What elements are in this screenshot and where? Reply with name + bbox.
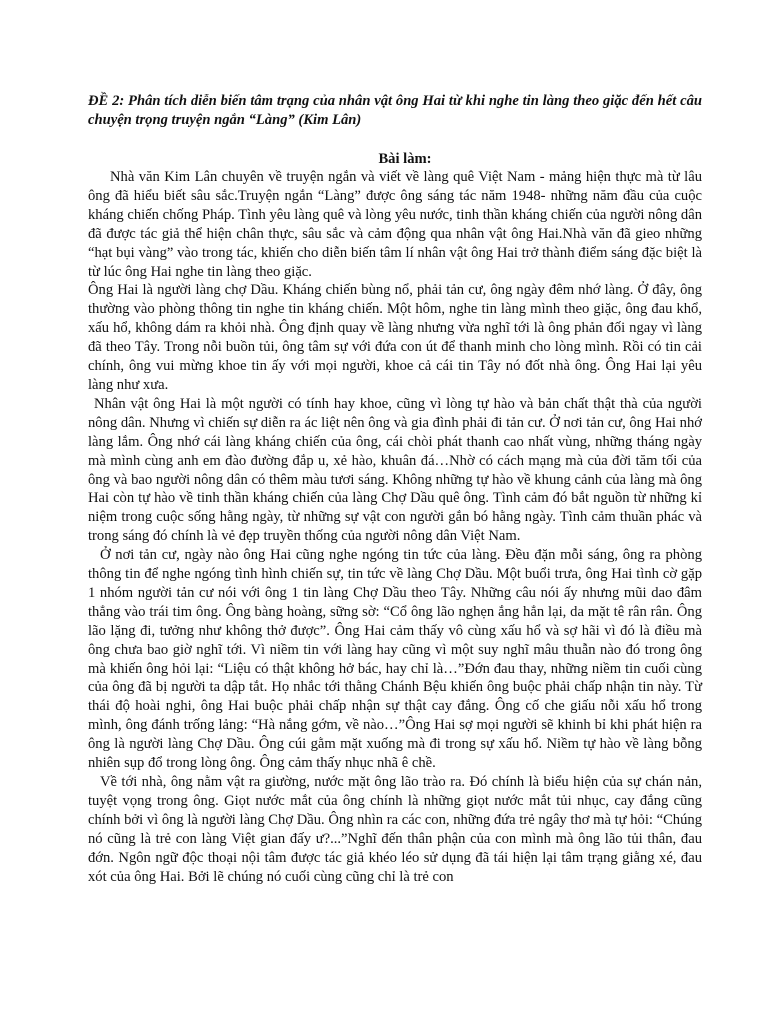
paragraph-news: Ở nơi tản cư, ngày nào ông Hai cũng nghe ngóng tin tức của làng. Đều đặn mỗi sáng, ông ra phòng thông tin để nghe ngóng tình hình chiến sự, tin tức về làng Chợ Dầu. Một buổi trưa, ông Hai tình cờ gặp 1 nhóm người tản cư nói với ông 1 tin làng Chợ Dầu theo Tây. Những câu nói ấy nhưng mũi dao đâm thẳng vào trái tim ông. Ông bàng hoàng, sững sờ: “Cổ ông lão nghẹn ắng hẳn lại, da mặt tê rân rân. Ông lão lặng đi, tưởng như không thở được”. Ông Hai cảm thấy vô cùng xấu hổ và sợ hãi vì đó là điều mà ông chưa bao giờ nghĩ tới. Vì niềm tin với làng hay cũng vì một suy nghĩ mâu thuẫn nào đó trong ông mà khiến ông hỏi lại: “Liệu có thật không hở bác, hay chỉ là…”Đớn đau thay, những niềm tin cuối cùng của ông đã bị người ta dập tắt. Họ nhắc tới thằng Chánh Bệu khiến ông buộc phải chấp nhận tin này. Từ thái độ hoài nghi, ông Hai buộc phải chấp nhận sự thật cay đắng. Ông cố che giấu nỗi xấu hổ trong mình, ông đánh trống lảng: “Hà nắng gớm, về nào…”Ông Hai sợ mọi người sẽ khinh bỉ khi phát hiện ra ông là người làng Chợ Dầu. Ông cúi gằm mặt xuống mà đi trong sự xấu hổ. Niềm tự hào về làng bỗng nhiên sụp đổ trong lòng ông. Ông cảm thấy nhục nhã ê chề. xyxy=(88,547,702,772)
paragraph-summary: Ông Hai là người làng chợ Dầu. Kháng chiến bùng nổ, phải tản cư, ông ngày đêm nhớ làng. Ở đây, ông thường vào phòng thông tin nghe tin kháng chiến. Một hôm, nghe tin làng mình theo giặc, ông đau khổ, xấu hổ, không dám ra khỏi nhà. Ông định quay về làng nhưng vừa nghĩ tới là ông phản đối ngay vì làng đã theo Tây. Trong nỗi buồn tủi, ông tâm sự với đứa con út để thanh minh cho lòng mình. Rồi có tin cải chính, ông vui mừng khoe tin ấy với mọi người, khoe cả cái tin Tây nó đốt nhà ông. Ông Hai lại yêu làng như xưa. xyxy=(88,282,702,393)
essay-body xyxy=(88,168,702,886)
essay-title: ĐỀ 2: Phân tích diễn biến tâm trạng của nhân vật ông Hai từ khi nghe tin làng theo giặc đến hết câu chuyện trọng truyện ngắn “Làng” (Kim Lân) xyxy=(88,93,702,128)
essay-heading: Bài làm: xyxy=(378,151,432,167)
paragraph-home: Về tới nhà, ông nằm vật ra giường, nước mặt ông lão trào ra. Đó chính là biểu hiện của sự chán nản, tuyệt vọng trong ông. Giọt nước mắt của ông chính là những giọt nước mắt tủi nhục, cay đắng cũng chính bởi vì ông là người làng Chợ Dầu. Ông nhìn ra các con, những đứa trẻ ngây thơ mà tự hỏi: “Chúng nó cũng là trẻ con làng Việt gian đấy ư?...”Nghĩ đến thân phận của con mình mà ông lão tủi thân, đau đớn. Ngôn ngữ độc thoại nội tâm được tác giả khéo léo sử dụng đã tái hiện lại tâm trạng giằng xé, đau xót của ông Hai. Bởi lẽ chúng nó cuối cùng cũng chỉ là trẻ con xyxy=(88,774,702,885)
paragraph-character: Nhân vật ông Hai là một người có tính hay khoe, cũng vì lòng tự hào và bản chất thật thà của người nông dân. Nhưng vì chiến sự diễn ra ác liệt nên ông và gia đình phải đi tản cư. Ở nơi tản cư, ông Hai nhớ làng lắm. Ông nhớ cái làng kháng chiến của ông, cái chòi phát thanh cao nhất vùng, những tháng ngày mà mình cùng anh em đào đường đắp u, xẻ hào, khuân đá…Nhờ có cách mạng mà của đời tăm tối của ông và bao người nông dân có thêm màu tươi sáng. Không những tự hào về khung cảnh của làng mà ông Hai còn tự hào về tinh thần kháng chiến của làng Chợ Dầu quê ông. Tình cảm đó bắt nguồn từ những kỉ niệm trong cuộc sống hằng ngày, từ những sự vật con người gắn bó hằng ngày. Tình cảm thuần phác và trong sáng đó chính là vẻ đẹp truyền thống của người nông dân Việt Nam. xyxy=(88,395,702,545)
paragraph-intro: Nhà văn Kim Lân chuyên về truyện ngắn và viết về làng quê Việt Nam - mảng hiện thực mà từ lâu ông đã hiểu biết sâu sắc.Truyện ngắn “Làng” được ông sáng tác năm 1948- những năm đầu của cuộc kháng chiến chống Pháp. Tình yêu làng quê và lòng yêu nước, tinh thần kháng chiến của người nông dân đã được tác giả thể hiện chân thực, sâu sắc và cảm động qua nhân vật ông Hai.Nhà văn đã gieo những “hạt bụi vàng” vào trong tác, khiến cho diễn biến tâm lí nhân vật ông Hai trở thành điểm sáng đặc biệt là từ lúc ông Hai nghe tin làng theo giặc. xyxy=(88,169,702,280)
